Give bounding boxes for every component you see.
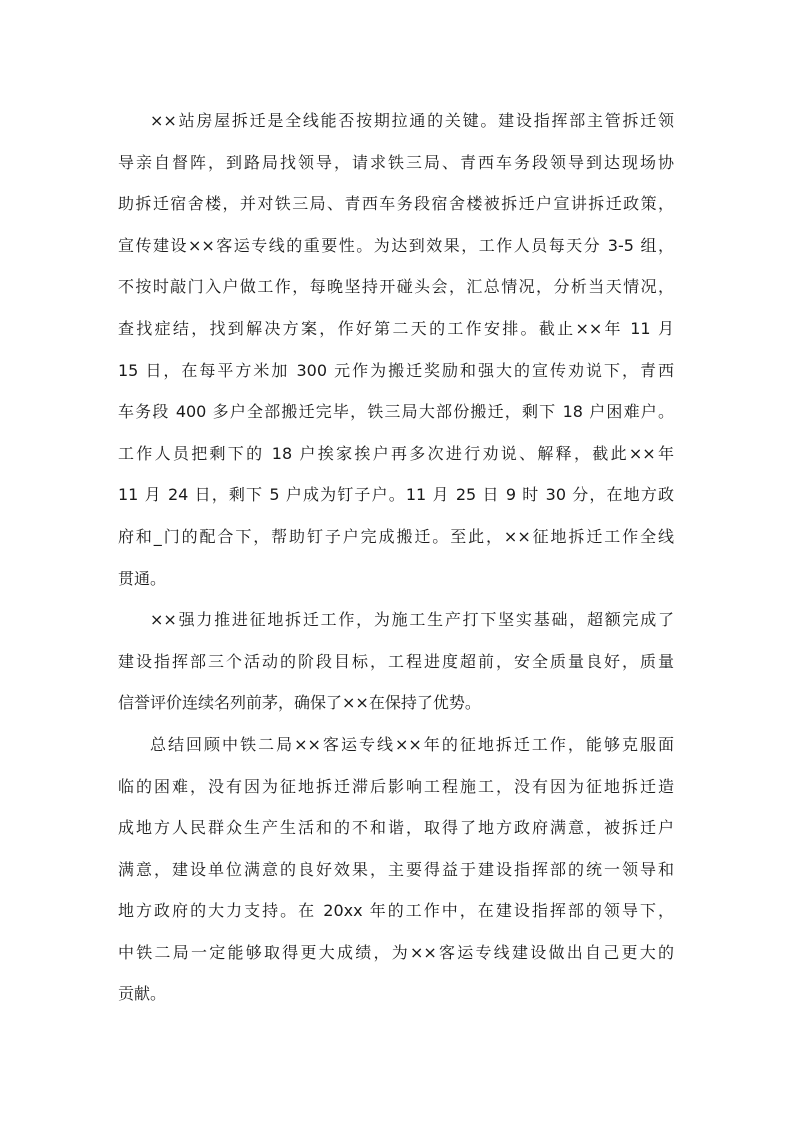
- text-line: 助拆迁宿舍楼，并对铁三局、青西车务段宿舍楼被拆迁户宣讲拆迁政策，: [118, 194, 674, 214]
- text-line: 贡献。: [118, 984, 167, 1004]
- text-line: 工作人员把剩下的 18 户挨家挨户再多次进行劝说、解释，截此××年: [118, 443, 674, 463]
- text-line: 满意，建设单位满意的良好效果，主要得益于建设指挥部的统一领导和: [118, 859, 674, 879]
- text-line: 导亲自督阵，到路局找领导，请求铁三局、青西车务段领导到达现场协: [118, 152, 674, 172]
- text-line: ××站房屋拆迁是全线能否按期拉通的关键。建设指挥部主管拆迁领: [150, 111, 674, 130]
- text-line: 车务段 400 多户全部搬迁完毕，铁三局大部份搬迁，剩下 18 户困难户。: [118, 402, 674, 422]
- text-line: 地方政府的大力支持。在 20xx 年的工作中，在建设指挥部的领导下，: [118, 901, 674, 921]
- paragraph-3: [118, 724, 674, 1015]
- text-line: 11 月 24 日，剩下 5 户成为钉子户。11 月 25 日 9 时 30 分，在地方政: [118, 485, 674, 505]
- text-line: 建设指挥部三个活动的阶段目标，工程进度超前，安全质量良好，质量: [118, 651, 674, 671]
- paragraph-1: [118, 100, 674, 599]
- text-line: 信誉评价连续名列前茅，确保了××在保持了优势。: [118, 693, 481, 713]
- text-line: 临的困难，没有因为征地拆迁滞后影响工程施工，没有因为征地拆迁造: [118, 776, 674, 796]
- text-line: 15 日，在每平方米加 300 元作为搬迁奖励和强大的宣传劝说下，青西: [118, 360, 674, 380]
- text-line: 查找症结，找到解决方案，作好第二天的工作安排。截止××年 11 月: [118, 318, 674, 338]
- text-line: 总结回顾中铁二局××客运专线××年的征地拆迁工作，能够克服面: [150, 734, 674, 754]
- text-line: 贯通。: [118, 568, 167, 588]
- text-line: 宣传建设××客运专线的重要性。为达到效果，工作人员每天分 3-5 组，: [118, 235, 674, 255]
- text-line: 府和_门的配合下，帮助钉子户完成搬迁。至此，××征地拆迁工作全线: [118, 526, 674, 546]
- text-line: 成地方人民群众生产生活和的不和谐，取得了地方政府满意，被拆迁户: [118, 818, 674, 838]
- document-body: [118, 100, 674, 1015]
- paragraph-2: [118, 599, 674, 724]
- text-line: 不按时敲门入户做工作，每晚坚持开碰头会，汇总情况，分析当天情况，: [118, 277, 674, 297]
- text-line: ××强力推进征地拆迁工作，为施工生产打下坚实基础，超额完成了: [150, 610, 674, 630]
- text-line: 中铁二局一定能够取得更大成绩，为××客运专线建设做出自己更大的: [118, 942, 674, 962]
